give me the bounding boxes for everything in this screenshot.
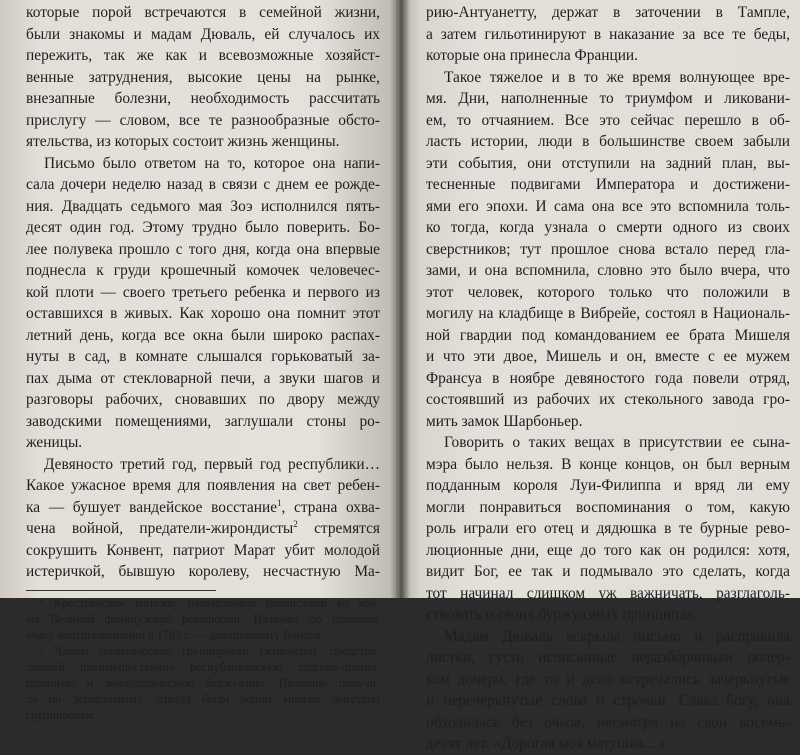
paragraph-1 — [426, 2, 790, 67]
text-line: Франсуа в ноябре девяностого года повели отряд, — [426, 369, 790, 387]
text-line: шленную и земледельческую буржуазию. Название получи- — [26, 675, 380, 690]
paragraph-1 — [26, 2, 380, 153]
text-line: которые порой встречаются в семейной жизни, — [26, 4, 380, 21]
text-line: Девяносто третий год, первый год республики… — [44, 455, 380, 473]
text-line: венные затруднения, высокие цены на рынке, — [26, 68, 380, 86]
text-line: ствовать о своих буржуазных принципах. — [426, 606, 698, 623]
text-line: группировки. — [26, 707, 97, 722]
left-page — [0, 0, 396, 722]
text-line: ем, то отчаянием. Все это сейчас перешло в об- — [426, 111, 790, 129]
text-line: сокрушить Конвент, патриот Марат убит молодой — [26, 541, 380, 559]
text-line: кой плоти — своего третьего ребенка и первого из — [26, 283, 380, 301]
text-line: мить замок Шарбоньер. — [426, 412, 583, 430]
text-line: лявшей преимущественно республиканскую торгово-промы- — [26, 659, 380, 674]
text-line: очагу контрреволюции в 1793 г. — департаменту Вандея. — [26, 627, 324, 642]
text-line: могли понравиться воспоминания о том, какую — [426, 498, 790, 516]
text-line: мэра было нельзя. В конце концов, он был верным — [426, 455, 790, 473]
text-line: оставшихся в живых. Как хорошо она помнит этот — [26, 305, 380, 322]
text-line: ко тогда, когда узнала о смерти одного из своих — [426, 219, 790, 236]
text-line: пережить, так же как и всевозможные хозяйст- — [26, 47, 380, 64]
footnote-ref-1: 1 — [277, 497, 282, 508]
paragraph-2 — [426, 67, 790, 433]
text-line: ком дочери, где то и дело встречались зачеркнутые — [426, 670, 790, 688]
text-line: нуты в сад, в комнате слышался горьковатый за- — [26, 348, 380, 365]
text-line: мя. Дни, наполненные то триумфом и ликовани- — [426, 90, 790, 107]
text-line: десят один год. Этому трудно было поверить. Бо- — [26, 219, 380, 236]
text-line: зами, и она вспомнила, словно это было вчера, что — [426, 262, 790, 279]
text-line: сверстников; тут прошлое снова встало перед гла- — [426, 240, 790, 258]
text-line: тесненные подвигами Императора и достижени- — [426, 176, 790, 193]
text-line: люционные дни, еще до того как он родился: хотя, — [426, 541, 790, 559]
text-line: сала дочери неделю назад в связи с днем ее рожде- — [26, 176, 380, 193]
text-line: Письмо было ответом на то, которое она напи- — [44, 154, 380, 172]
text-line: заводскими помещениями, заглушали стоны ро- — [26, 412, 380, 430]
footnote-ref-2: 2 — [293, 518, 298, 529]
text-line: рию-Антуанетту, держат в заточении в Тампле, — [426, 4, 790, 21]
text-line: были знакомы и мадам Дюваль, ей случалось их — [26, 25, 380, 43]
text-line: Какое ужасное время для появления на свет ребен- — [26, 477, 380, 494]
text-line: а затем гильотинируют в наказание за все те беды, — [426, 25, 790, 43]
text-line: роль играли его отец и дядюшка в те бурные рево- — [426, 520, 790, 537]
text-line: истеричкой, бывшую королеву, несчастную Ма- — [26, 563, 380, 580]
text-line: пах дыма от стекловарной печи, а звуки шагов и — [26, 369, 380, 387]
text-line: состоявший из рабочих их стекольного завода гро- — [426, 391, 790, 408]
text-line: десят лет. «Дорогая моя матушка…» — [426, 735, 667, 752]
text-line: разговоры рабочих, сновавших по двору между — [26, 391, 380, 408]
footnote-divider — [26, 590, 216, 591]
text-line: поднесла к груди крошечный комочек человечес- — [26, 262, 380, 279]
text-line: тот начинал слишком уж важничать, разглаголь- — [426, 584, 790, 602]
text-line: ями его эпохи. И сама она все это вспомнила толь- — [426, 197, 790, 215]
paragraph-2 — [26, 153, 380, 454]
text-line: которые она принесла Франции. — [426, 47, 639, 64]
text-line: и перечеркнутые слова и строчки. Слава богу, она — [426, 692, 790, 709]
paragraph-3 — [26, 454, 380, 583]
text-line: чена войной, предатели-жирондисты$^2$ стремятся — [26, 518, 380, 537]
footnote-1 — [26, 595, 380, 643]
text-line: Такое тяжелое и в то же время волнующее вре- — [444, 68, 790, 86]
text-line: ятельства, из которых состоит жизнь женщины. — [26, 133, 340, 150]
text-line: ² Члены политической группировки (жиронды), представ- — [40, 643, 380, 658]
text-line: прислугу — словом, все те разнообразные обсто- — [26, 111, 380, 129]
text-line: видит Бог, ее так и подмывало это сделать, когда — [426, 563, 790, 580]
text-line: ласть истории, люди в большинстве своем забыли — [426, 133, 790, 150]
right-page — [396, 0, 800, 752]
text-line: и что эти двое, Мишель и он, вместе с ее мужем — [426, 348, 790, 365]
text-line: внезапные болезни, необходимость рассчитать — [26, 90, 380, 107]
text-line: лее полувека прошло с того дня, когда она впервые — [26, 240, 380, 258]
text-line: мя Великой французской революции. Названы по главному — [26, 611, 380, 626]
text-line: листки, густо исписанные неразборчивым почер- — [426, 649, 790, 666]
text-line: ка — бушует вандейское восстание$^1$, страна охва- — [26, 497, 380, 516]
text-line: летний день, когда все окна были широко распах- — [26, 326, 380, 344]
text-line: ной гвардии под командованием ее брата Мишеля — [426, 326, 790, 344]
text-line: ния. Двадцать седьмого мая Зоэ исполнился пять- — [26, 197, 380, 215]
text-line: ла по департаменту, откуда были родом многие депутаты — [26, 691, 380, 706]
text-line: могилу на кладбище в Вибрейе, состоял в Националь- — [426, 305, 790, 322]
text-line: эти события, они отступили на задний план, вы- — [426, 154, 790, 172]
paragraph-3 — [426, 432, 790, 626]
text-line: обходилась без очков, несмотря на свои восемь- — [426, 713, 790, 731]
text-line: ¹ Крестьянские мятежи, разжигаемые роялистами во вре- — [40, 595, 380, 610]
text-line: этот человек, которого только что положили в — [426, 283, 790, 301]
text-line: женицы. — [26, 434, 83, 451]
paragraph-4 — [426, 626, 790, 755]
text-line: подданным короля Луи-Филиппа и вряд ли ему — [426, 477, 790, 494]
footnote-2 — [26, 643, 380, 723]
text-line: Говорить о таких вещах в присутствии ее сына- — [444, 434, 790, 451]
text-line: Мадам Дюваль вскрыла письмо и расправила — [444, 627, 790, 645]
